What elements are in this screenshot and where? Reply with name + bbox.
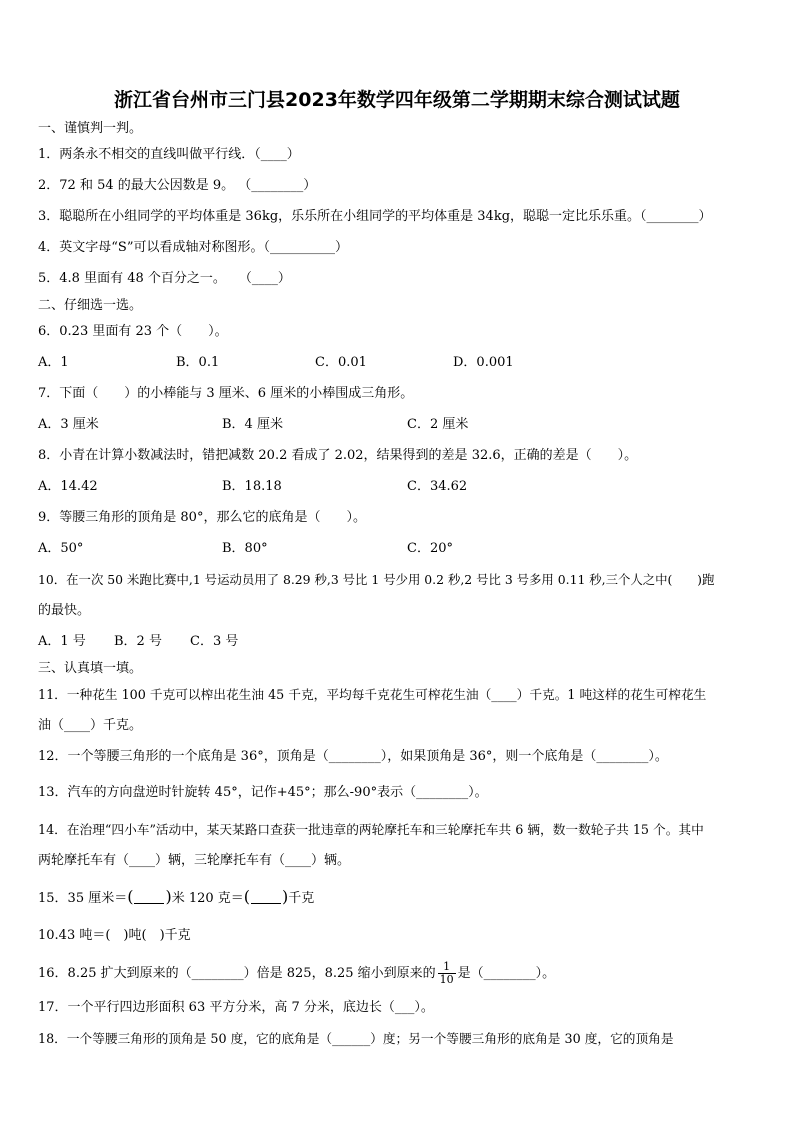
left-paren: ( — [243, 887, 251, 906]
q9-option-a: A．50° — [38, 541, 84, 556]
question-13: 13．汽车的方向盘逆时针旋转 45°，记作+45°；那么-90°表示（________）。 — [38, 785, 488, 800]
question-7: 7．下面（ ）的小棒能与 3 厘米、6 厘米的小棒围成三角形。 — [38, 386, 414, 401]
section-heading-fill: 三、认真填一填。 — [38, 661, 143, 676]
q10-option-a: A．1 号 — [38, 634, 86, 649]
question-14-line-1: 14．在治理“四小车”活动中，某天某路口查获一批违章的两轮摩托车和三轮摩托车共 6 辆，数一数轮子共 15 个。其中 — [38, 822, 704, 837]
fraction-numerator: 1 — [438, 961, 456, 974]
question-11-line-2: 油（____）千克。 — [38, 718, 143, 733]
question-5: 5．4.8 里面有 48 个百分之一。 （____） — [38, 271, 291, 286]
question-17: 17．一个平行四边形面积 63 平方分米，高 7 分米，底边长（___）。 — [38, 1000, 434, 1015]
q9-option-b: B．80° — [222, 541, 268, 556]
q7-option-a: A．3 厘米 — [38, 417, 99, 432]
question-3: 3．聪聪所在小组同学的平均体重是 36kg，乐乐所在小组同学的平均体重是 34kg，聪聪一定比乐乐重。（________） — [38, 209, 712, 224]
q15-part-a: 15．35 厘米＝ — [38, 891, 128, 906]
question-16 — [38, 961, 555, 986]
q8-option-a: A．14.42 — [38, 479, 98, 494]
fraction-denominator: 10 — [439, 973, 454, 986]
question-9: 9．等腰三角形的顶角是 80°，那么它的底角是（ ）。 — [38, 510, 366, 525]
answer-blank — [251, 893, 281, 904]
question-15-line-2: 10.43 吨＝( )吨( )千克 — [38, 928, 191, 943]
q7-option-b: B．4 厘米 — [222, 417, 283, 432]
question-8: 8．小青在计算小数减法时，错把减数 20.2 看成了 2.02，结果得到的差是 32.6，正确的差是（ ）。 — [38, 448, 638, 463]
q16-part-a: 16．8.25 扩大到原来的（________）倍是 825，8.25 缩小到原来的 — [38, 966, 436, 981]
answer-blank — [134, 893, 164, 904]
question-18: 18．一个等腰三角形的顶角是 50 度，它的底角是（______）度；另一个等腰三角形的底角是 30 度，它的顶角是 — [38, 1031, 674, 1046]
question-4: 4．英文字母“S”可以看成轴对称图形。（__________） — [38, 240, 348, 255]
fraction-one-tenth — [438, 961, 456, 986]
question-14-line-2: 两轮摩托车有（____）辆，三轮摩托车有（____）辆。 — [38, 853, 351, 868]
question-2: 2．72 和 54 的最大公因数是 9。 （________） — [38, 178, 317, 193]
question-12: 12．一个等腰三角形的一个底角是 36°，顶角是（________），如果顶角是 36°，则一个底角是（________）。 — [38, 749, 668, 764]
q15-part-c: 千克 — [288, 891, 315, 906]
question-6: 6．0.23 里面有 23 个（ ）。 — [38, 324, 228, 339]
right-paren: ) — [165, 887, 172, 906]
question-11-line-1: 11．一种花生 100 千克可以榨出花生油 45 千克，平均每千克花生可榨花生油（____）千克。1 吨这样的花生可榨花生 — [38, 687, 707, 702]
q8-option-b: B．18.18 — [222, 479, 282, 494]
q6-option-b: B．0.1 — [176, 355, 220, 370]
left-paren: ( — [127, 887, 134, 906]
q15-part-b: 米 120 克＝ — [171, 891, 244, 906]
q16-part-b: 是（________）。 — [457, 966, 556, 981]
section-heading-choose: 二、仔细选一选。 — [38, 298, 143, 313]
question-10-line-2: 的最快。 — [38, 603, 91, 618]
q9-option-c: C．20° — [407, 541, 453, 556]
q7-option-c: C．2 厘米 — [407, 417, 469, 432]
q6-option-a: A．1 — [38, 355, 69, 370]
right-paren: ) — [282, 887, 289, 906]
question-1: 1．两条永不相交的直线叫做平行线．（____） — [38, 147, 300, 162]
section-heading-judge: 一、谨慎判一判。 — [38, 121, 143, 136]
question-10-line-1: 10．在一次 50 米跑比赛中,1 号运动员用了 8.29 秒,3 号比 1 号少用 0.2 秒,2 号比 3 号多用 0.11 秒,三个人之中( )跑 — [38, 572, 715, 587]
q6-option-d: D．0.001 — [453, 355, 514, 370]
q8-option-c: C．34.62 — [407, 479, 468, 494]
question-15-line-1 — [38, 888, 314, 908]
q10-option-c: C．3 号 — [190, 634, 239, 649]
q6-option-c: C．0.01 — [315, 355, 367, 370]
q10-option-b: B．2 号 — [114, 634, 162, 649]
page-title: 浙江省台州市三门县2023年数学四年级第二学期期末综合测试试题 — [114, 89, 680, 111]
